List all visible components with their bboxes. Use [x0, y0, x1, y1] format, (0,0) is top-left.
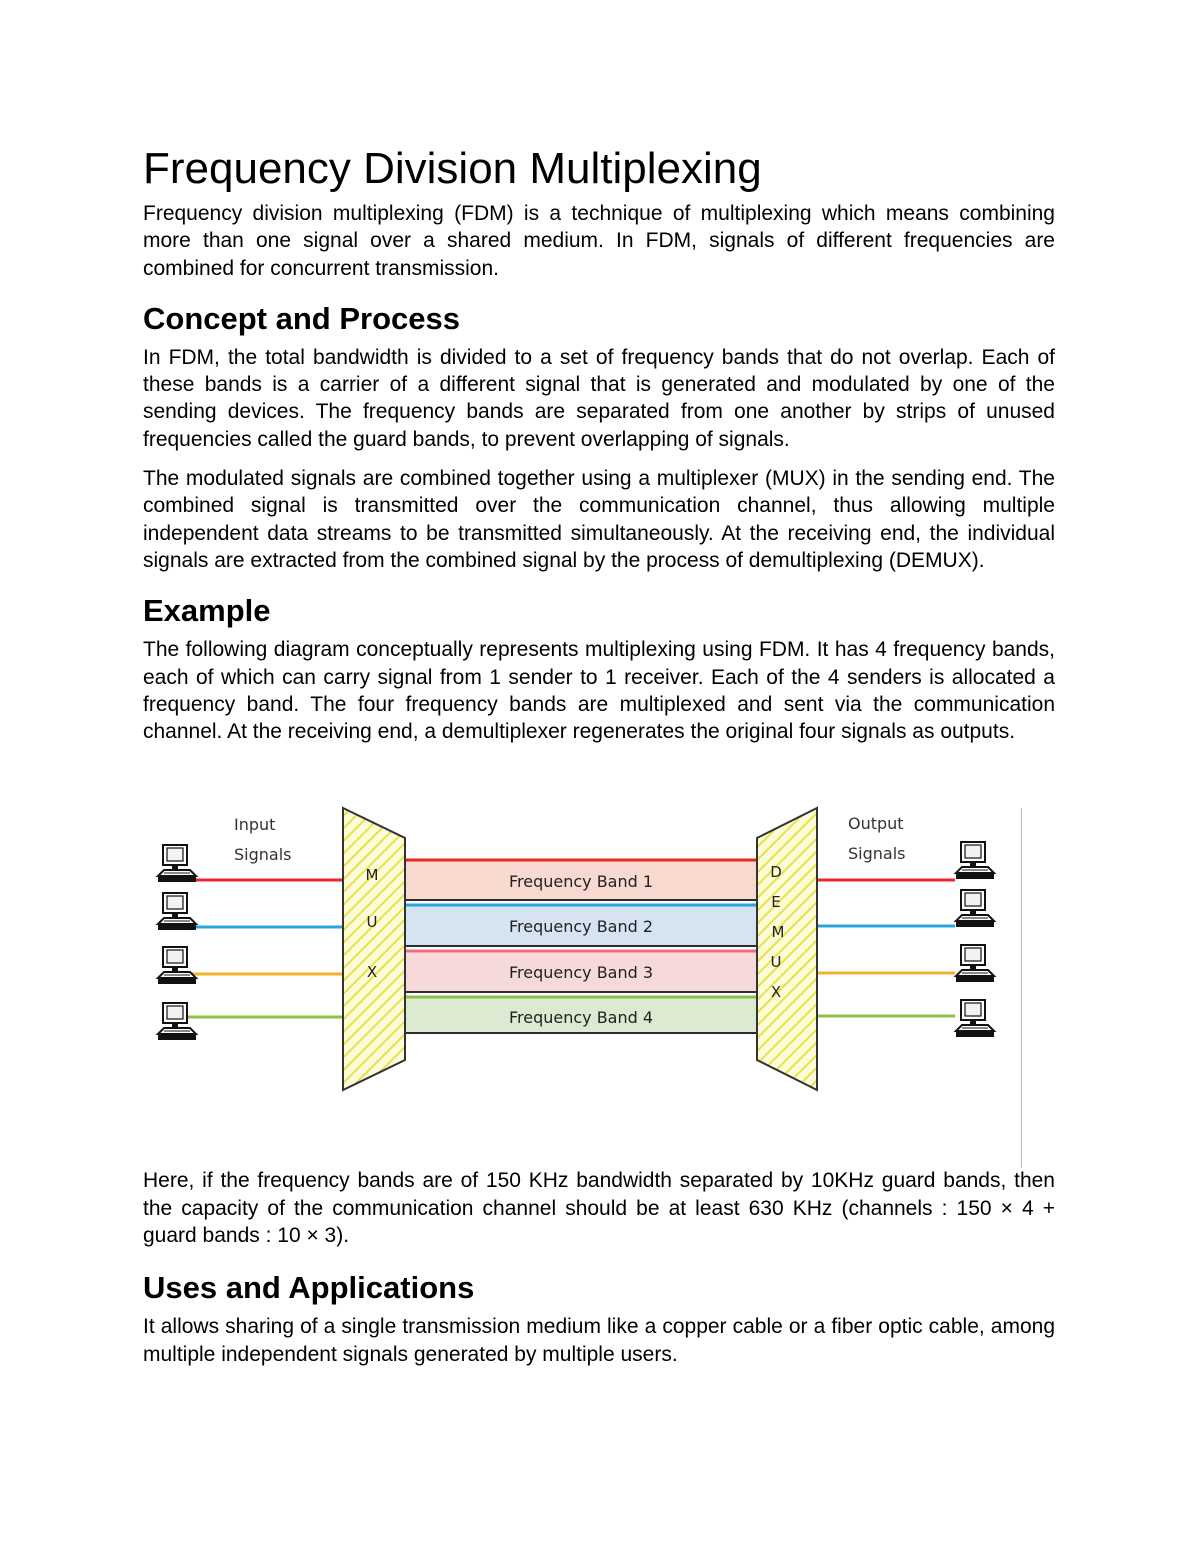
- fdm-diagram-svg: [143, 760, 1055, 1150]
- demux-letter-x: X: [770, 983, 782, 1002]
- mux-letter-u: U: [366, 913, 378, 932]
- figure-divider: [1021, 808, 1022, 1168]
- input-label-line-2: Signals: [234, 845, 292, 865]
- intro-paragraph: Frequency division multiplexing (FDM) is a technique of multiplexing which means combining more than one signal over a shared medium. In FDM, signals of different frequencies are combined for concurrent transmission.: [143, 202, 1055, 280]
- receiver-computer-icon-3: [956, 945, 994, 982]
- mux-letter-m: M: [365, 866, 379, 885]
- example-heading: Example: [143, 593, 271, 629]
- capacity-paragraph: Here, if the frequency bands are of 150 KHz bandwidth separated by 10KHz guard bands, then the capacity of the communication channel should be at least 630 KHz (channels : 150 × 4 + guard bands : 10 × 3).: [143, 1169, 1055, 1248]
- receiver-computer-icon-4: [956, 1000, 994, 1037]
- sender-computer-icon-2: [158, 893, 196, 930]
- frequency-band-label-4: Frequency Band 4: [508, 1008, 654, 1028]
- frequency-band-label-3: Frequency Band 3: [508, 963, 654, 983]
- frequency-band-label-2: Frequency Band 2: [508, 917, 654, 937]
- demux-letter-e: E: [771, 893, 781, 912]
- mux-block: [343, 808, 405, 1090]
- demux-block: [757, 808, 817, 1090]
- demux-letter-u: U: [770, 953, 782, 972]
- output-label-line-1: Output: [848, 814, 904, 834]
- input-label-line-1: Input: [234, 815, 276, 835]
- receiver-computer-icon-2: [956, 890, 994, 927]
- uses-paragraph: It allows sharing of a single transmission medium like a copper cable or a fiber optic cable, among multiple independent signals generated by multiple users.: [143, 1315, 1055, 1366]
- uses-heading: Uses and Applications: [143, 1270, 475, 1306]
- demux-letter-m: M: [771, 923, 785, 942]
- concept-paragraph-1: In FDM, the total bandwidth is divided to a set of frequency bands that do not overlap. Each of these bands is a carrier of a different signal that is generated and modulated by one of the sending devices. The frequency bands are separated from one another by strips of unused frequencies called the guard bands, to prevent overlapping of signals.: [143, 345, 1055, 451]
- demux-letter-d: D: [770, 863, 782, 882]
- frequency-band-label-1: Frequency Band 1: [508, 872, 654, 892]
- concept-heading: Concept and Process: [143, 300, 460, 336]
- document-content: [143, 142, 1055, 1368]
- receiver-computer-icon-1: [956, 842, 994, 879]
- fdm-diagram: [143, 760, 1055, 1150]
- sender-computer-icon-4: [158, 1003, 196, 1040]
- sender-computer-icon-1: [158, 845, 196, 882]
- output-label-line-2: Signals: [848, 844, 906, 864]
- concept-paragraph-2: The modulated signals are combined together using a multiplexer (MUX) in the sending end. The combined signal is transmitted over the communication channel, thus allowing multiple independent data streams to be transmitted simultaneously. At the receiving end, the individual signals are extracted from the combined signal by the process of demultiplexing (DEMUX).: [143, 467, 1055, 572]
- sender-computer-icon-3: [158, 947, 196, 984]
- page-title: Frequency Division Multiplexing: [143, 144, 762, 193]
- example-paragraph: The following diagram conceptually represents multiplexing using FDM. It has 4 frequency bands, each of which can carry signal from 1 sender to 1 receiver. Each of the 4 senders is allocated a frequency band. The four frequency bands are multiplexed and sent via the communication channel. At the receiving end, a demultiplexer regenerates the original four signals as outputs.: [143, 638, 1055, 744]
- mux-letter-x: X: [366, 963, 378, 982]
